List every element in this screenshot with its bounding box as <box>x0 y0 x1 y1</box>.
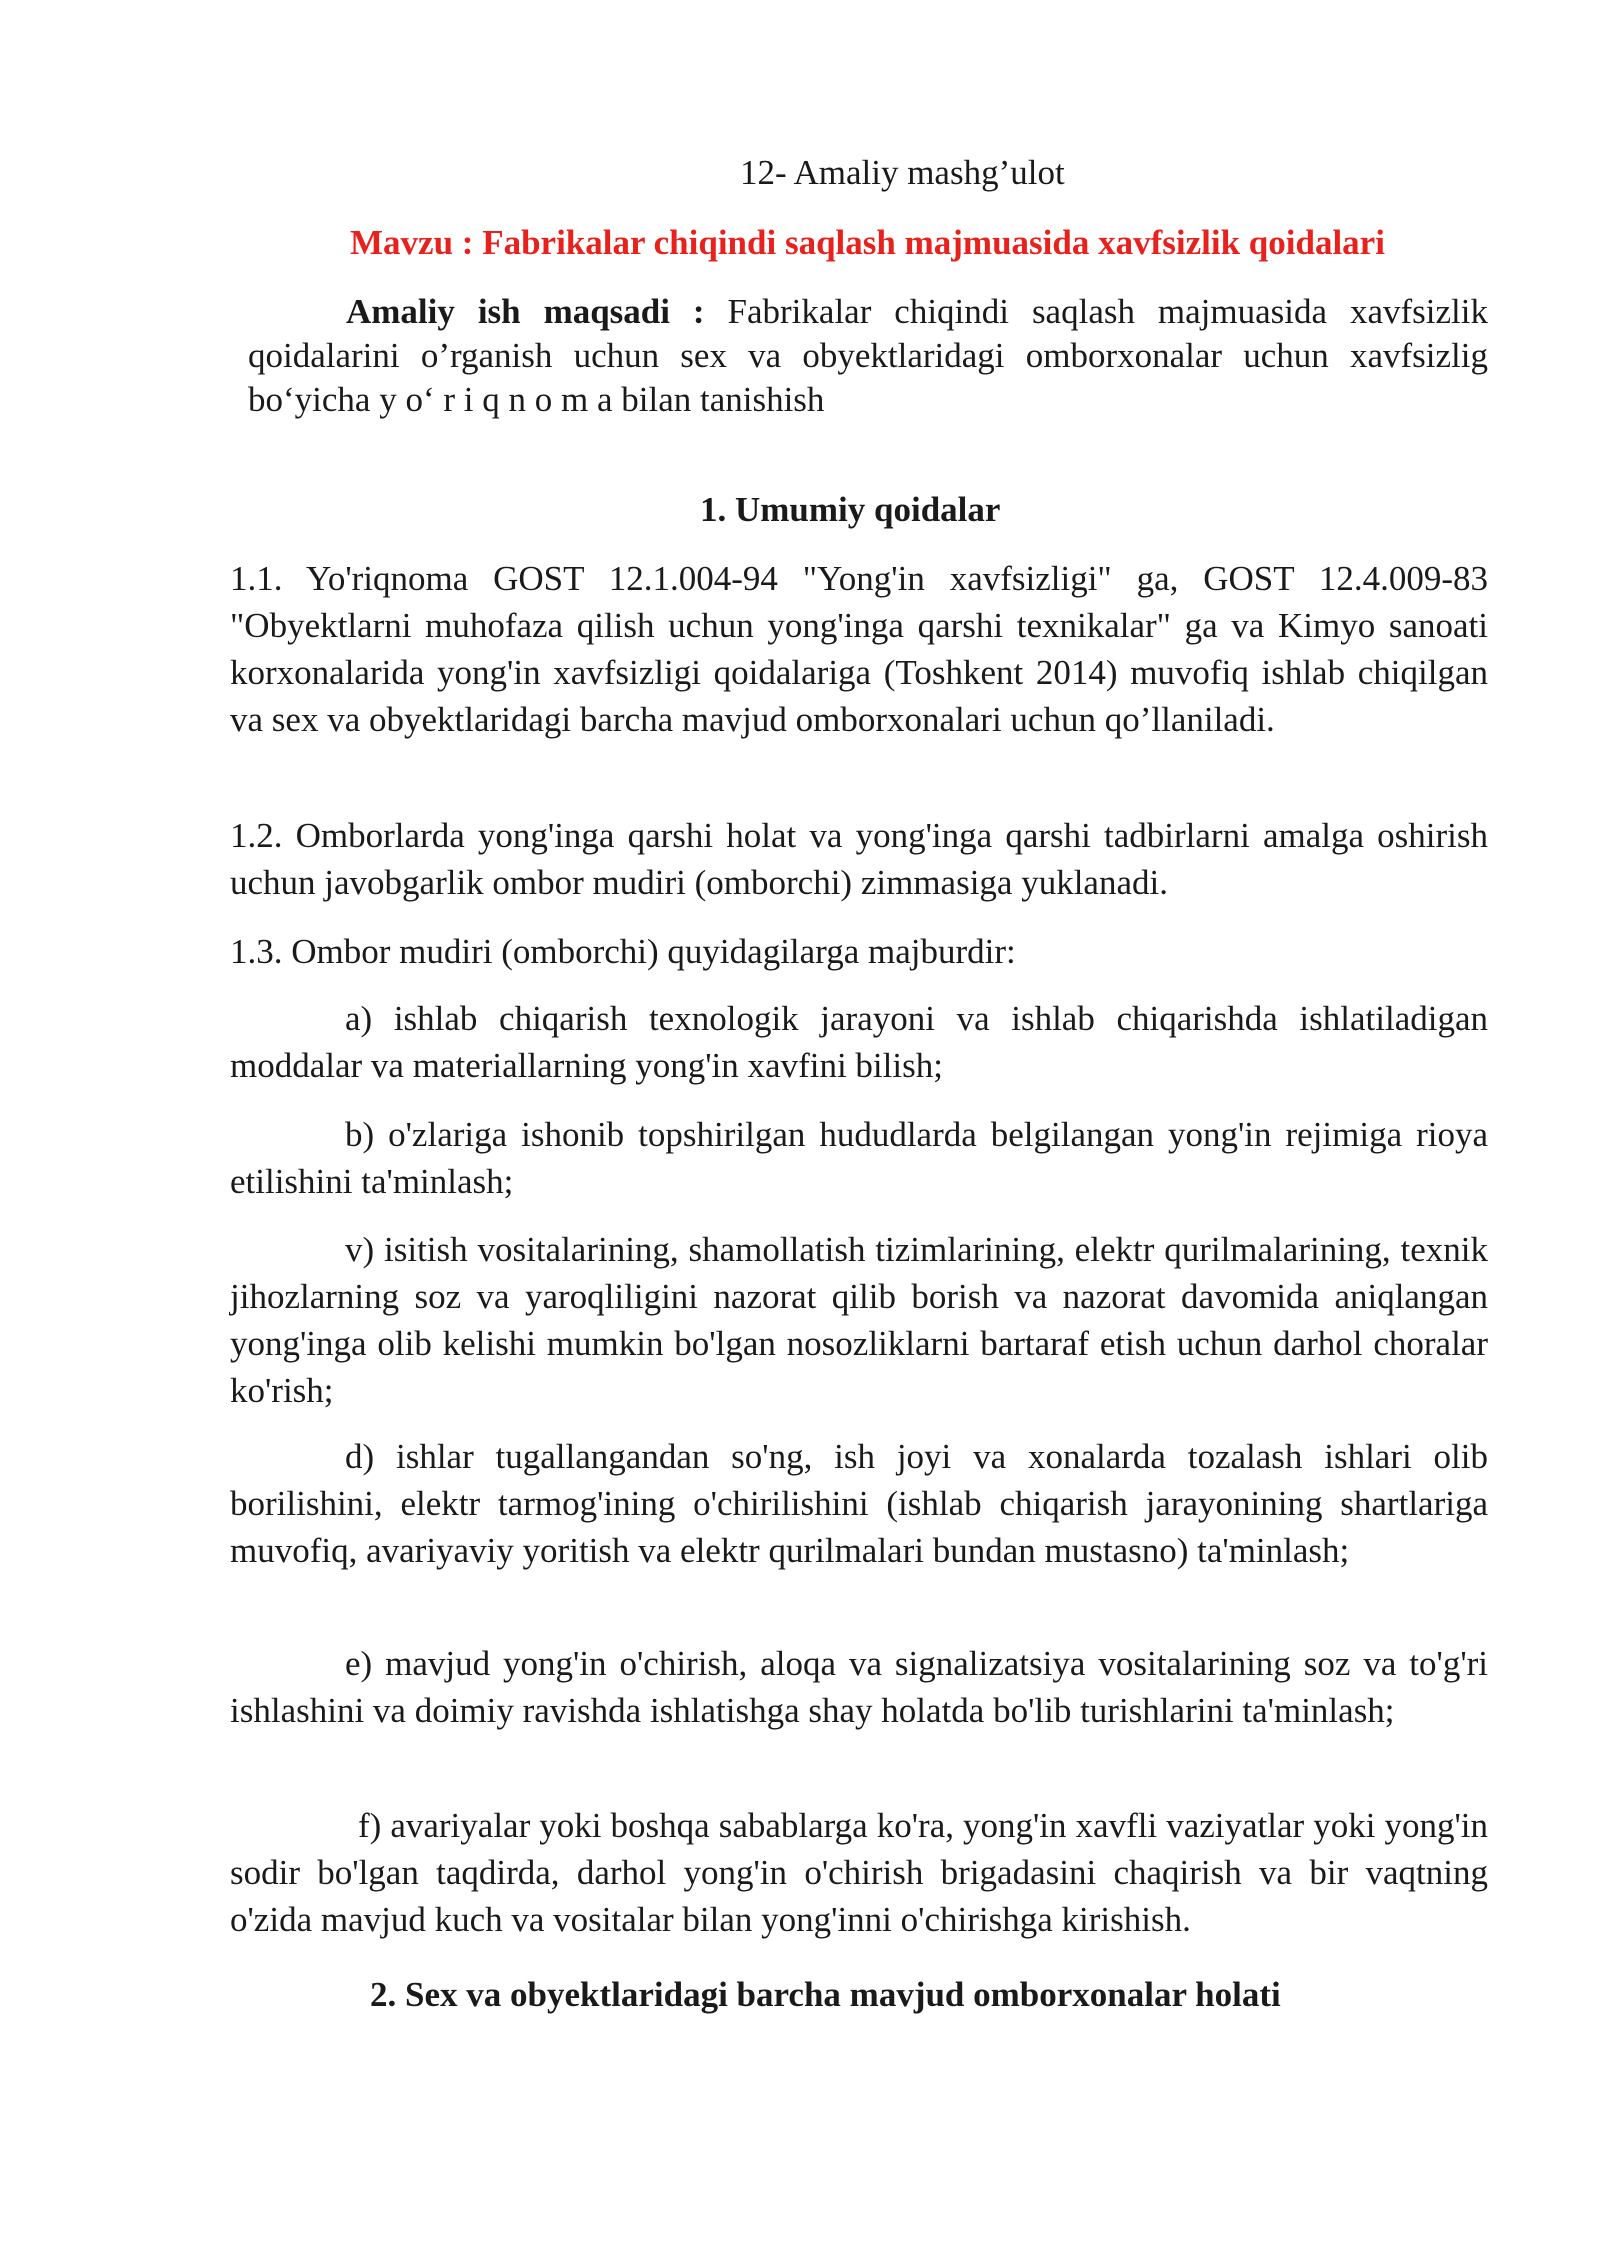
topic-heading: Mavzu : Fabrikalar chiqindi saqlash majmuasida xavfsizlik qoidalari <box>350 223 1385 262</box>
goal-paragraph <box>248 290 1488 422</box>
paragraph-1-3: 1.3. Ombor mudiri (omborchi) quyidagilarga majburdir: <box>230 932 1016 971</box>
paragraph-1-2: 1.2. Omborlarda yong'inga qarshi holat va yong'inga qarshi tadbirlarni amalga oshirish uchun javobgarlik ombor mudiri (omborchi) zimmasiga yuklanadi. <box>230 816 1488 902</box>
list-item-a: a) ishlab chiqarish texnologik jarayoni va ishlab chiqarishda ishlatiladigan moddalar va materiallarning yong'in xavfini bilish; <box>230 999 1488 1085</box>
list-item-f: f) avariyalar yoki boshqa sabablarga ko'ra, yong'in xavfli vaziyatlar yoki yong'in sodir bo'lgan taqdirda, darhol yong'in o'chirish brigadasini chaqirish va bir vaqtning o'zida mavjud kuch va vositalar bilan yong'inni o'chirishga kirishish. <box>230 1806 1488 1939</box>
lesson-title: 12- Amaliy mashg’ulot <box>740 153 1065 192</box>
section-2-heading: 2. Sex va obyektlaridagi barcha mavjud omborxonalar holati <box>370 1975 1281 2014</box>
goal-label: Amaliy ish maqsadi : <box>346 292 705 331</box>
list-item-b: b) o'zlariga ishonib topshirilgan hududlarda belgilangan yong'in rejimiga rioya etilishini ta'minlash; <box>230 1115 1488 1201</box>
list-item-e: e) mavjud yong'in o'chirish, aloqa va signalizatsiya vositalarining soz va to'g'ri ishlashini va doimiy ravishda ishlatishga shay holatda bo'lib turishlarini ta'minlash; <box>230 1644 1488 1730</box>
list-item-v: v) isitish vositalarining, shamollatish tizimlarining, elektr qurilmalarining, texnik jihozlarning soz va yaroqliligini nazorat qilib borish va nazorat davomida aniqlangan yong'inga olib kelishi mumkin bo'lgan nosozliklarni bartaraf etish uchun darhol choralar ko'rish; <box>230 1230 1488 1410</box>
section-1-heading: 1. Umumiy qoidalar <box>700 490 1001 529</box>
paragraph-1-1: 1.1. Yo'riqnoma GOST 12.1.004-94 "Yong'in xavfsizligi" ga, GOST 12.4.009-83 "Obyektlarni muhofaza qilish uchun yong'inga qarshi texnikalar" ga va Kimyo sanoati korxonalarida yong'in xavfsizligi qoidalariga (Toshkent 2014) muvofiq ishlab chiqilgan va sex va obyektlaridagi barcha mavjud omborxonalari uchun qo’llaniladi. <box>230 559 1488 739</box>
list-item-d: d) ishlar tugallangandan so'ng, ish joyi va xonalarda tozalash ishlari olib borilishini, elektr tarmog'ining o'chirilishini (ishlab chiqarish jarayonining shartlariga muvofiq, avariyaviy yoritish va elektr qurilmalari bundan mustasno) ta'minlash; <box>230 1437 1488 1570</box>
goal-text: Fabrikalar chiqindi saqlash majmuasida xavfsizlik qoidalarini o’rganish uchun sex va obyektlaridagi omborxonalar uchun xavfsizlig bo‘yicha y o‘ r i q n o m a bilan tanishish <box>248 292 1488 419</box>
